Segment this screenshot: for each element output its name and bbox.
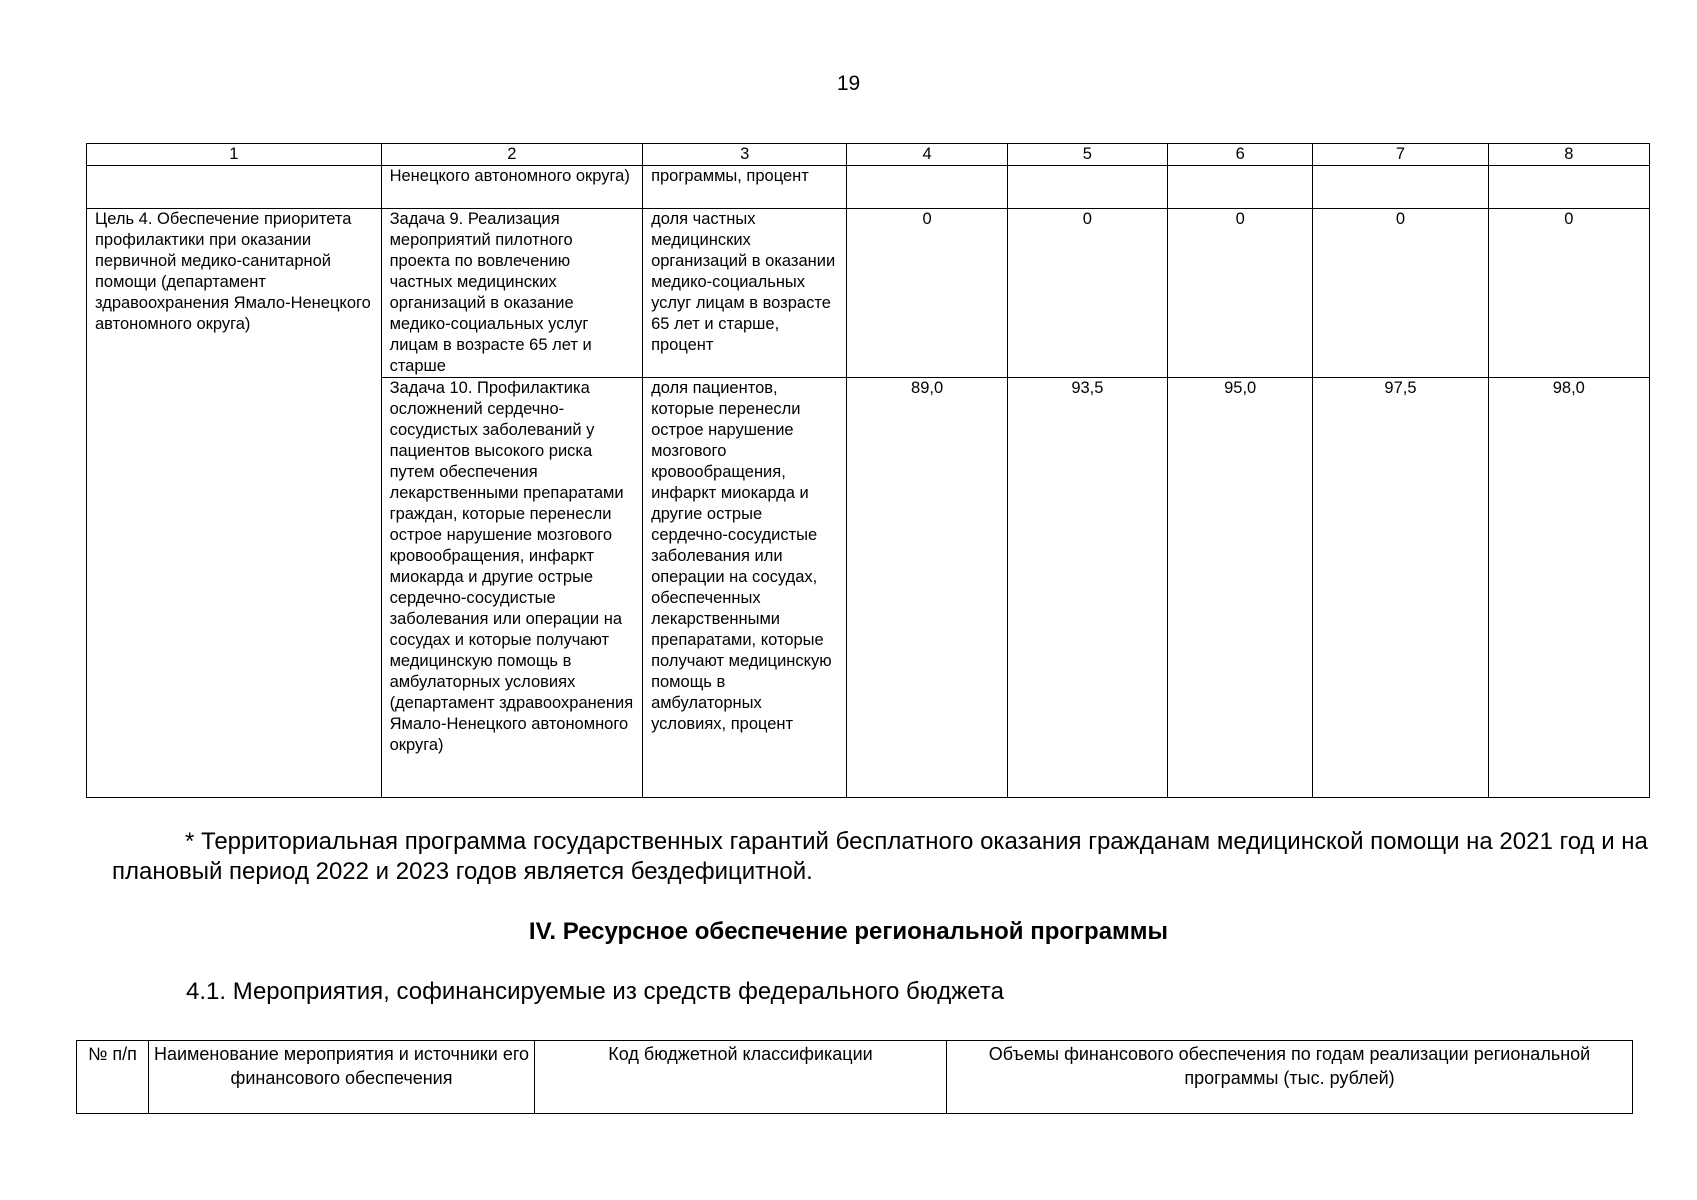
task-cell: Ненецкого автономного округа) <box>381 166 643 209</box>
value-cell: 93,5 <box>1007 378 1167 798</box>
value-cell: 0 <box>847 209 1007 378</box>
column-number: 3 <box>643 144 847 166</box>
value-cell: 98,0 <box>1488 378 1649 798</box>
empty-cell <box>87 166 382 209</box>
task-cell: Задача 10. Профилактика осложнений сердечно-сосудистых заболеваний у пациентов высокого риска путем обеспечения лекарственными препаратами граждан, которые перенесли острое нарушение мозгового кровообращения, инфаркт миокарда и другие острые сердечно-сосудистые заболевания или операции на сосудах и которые получают медицинскую помощь в амбулаторных условиях (департамент здравоохранения Ямало-Ненецкого автономного округа) <box>381 378 643 798</box>
column-header: № п/п <box>77 1041 149 1114</box>
value-cell: 0 <box>1007 209 1167 378</box>
column-number: 6 <box>1168 144 1313 166</box>
column-number: 8 <box>1488 144 1649 166</box>
task-cell: Задача 9. Реализация мероприятий пилотного проекта по вовлечению частных медицинских организаций в оказание медико-социальных услуг лицам в возрасте 65 лет и старше <box>381 209 643 378</box>
subsection-title: 4.1. Мероприятия, софинансируемые из средств федерального бюджета <box>186 978 1004 1005</box>
value-cell: 0 <box>1313 209 1488 378</box>
column-header: Наименование мероприятия и источники его финансового обеспечения <box>149 1041 535 1114</box>
indicator-cell: программы, процент <box>643 166 847 209</box>
column-number-row <box>87 144 1650 166</box>
value-cell: 95,0 <box>1168 378 1313 798</box>
column-number: 7 <box>1313 144 1488 166</box>
indicator-cell: доля частных медицинских организаций в оказании медико-социальных услуг лицам в возрасте 65 лет и старше, процент <box>643 209 847 378</box>
table-row <box>87 166 1650 209</box>
indicators-table <box>86 143 1650 798</box>
empty-cell <box>1007 166 1167 209</box>
goal-cell: Цель 4. Обеспечение приоритета профилактики при оказании первичной медико-санитарной помощи (департамент здравоохранения Ямало-Ненецкого автономного округа) <box>87 209 382 798</box>
column-number: 1 <box>87 144 382 166</box>
column-header: Объемы финансового обеспечения по годам реализации региональной программы (тыс. рублей) <box>947 1041 1633 1114</box>
column-number: 2 <box>381 144 643 166</box>
table-row <box>87 209 1650 378</box>
funding-table <box>76 1040 1633 1114</box>
column-number: 5 <box>1007 144 1167 166</box>
value-cell: 0 <box>1168 209 1313 378</box>
value-cell: 97,5 <box>1313 378 1488 798</box>
empty-cell <box>1488 166 1649 209</box>
page-number: 19 <box>836 72 861 95</box>
indicator-cell: доля пациентов, которые перенесли острое нарушение мозгового кровообращения, инфаркт миокарда и другие острые сердечно-сосудистые заболевания или операции на сосудах, обеспеченных лекарственными препаратами, которые получают медицинскую помощь в амбулаторных условиях, процент <box>643 378 847 798</box>
value-cell: 89,0 <box>847 378 1007 798</box>
footnote: * Территориальная программа государственных гарантий бесплатного оказания гражданам медицинской помощи на 2021 год и на плановый период 2022 и 2023 годов является бездефицитной. <box>112 828 1648 885</box>
value-cell: 0 <box>1488 209 1649 378</box>
section-title: IV. Ресурсное обеспечение региональной программы <box>528 918 1169 945</box>
table-header-row <box>77 1041 1633 1114</box>
empty-cell <box>847 166 1007 209</box>
column-header: Код бюджетной классификации <box>535 1041 947 1114</box>
empty-cell <box>1313 166 1488 209</box>
column-number: 4 <box>847 144 1007 166</box>
empty-cell <box>1168 166 1313 209</box>
